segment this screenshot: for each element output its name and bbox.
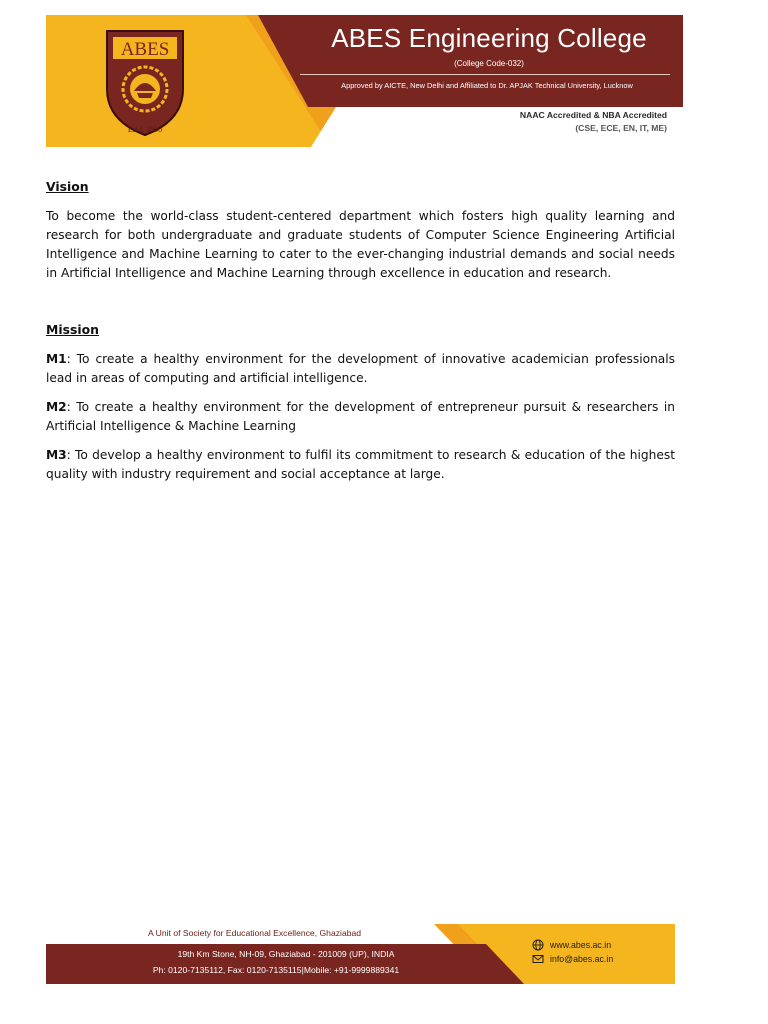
- website-row[interactable]: [532, 938, 611, 952]
- crest-logo-text: ABES: [120, 39, 170, 60]
- established-year: Estd. 2000: [127, 125, 163, 134]
- accredited-branches: (CSE, ECE, EN, IT, ME): [575, 123, 667, 133]
- address-line: 19th Km Stone, NH-09, Ghaziabad - 201009 (UP), INDIA: [177, 949, 395, 959]
- website-link[interactable]: www.abes.ac.in: [550, 940, 612, 950]
- letterhead-header: [46, 15, 683, 147]
- vision-heading: Vision: [46, 179, 89, 194]
- mission-item-label: M1: [46, 352, 67, 366]
- phone-line: Ph: 0120-7135112, Fax: 0120-7135115|Mobile: +91-9999889341: [152, 965, 400, 975]
- mission-heading: Mission: [46, 322, 99, 337]
- mission-item-text: : To develop a healthy environment to fulfil its commitment to research & education of the highest quality with industry requirement and social acceptance at large.: [46, 448, 675, 481]
- letterhead-footer: [46, 912, 675, 984]
- accreditation-line: NAAC Accredited & NBA Accredited: [519, 110, 667, 120]
- mission-item-label: M3: [46, 448, 67, 462]
- college-crest-logo: [104, 29, 186, 139]
- header-divider: [300, 74, 670, 75]
- mission-item-m1: [46, 350, 675, 388]
- society-unit-line: A Unit of Society for Educational Excellence, Ghaziabad: [148, 928, 362, 938]
- vision-text: To become the world-class student-centered department which fosters high quality learning and research for both undergraduate and graduate students of Computer Science Engineering Artificial Intelligence and Machine Learning to cater to the ever-changing industrial demands and social needs in Artificial Intelligence and Machine Learning through excellence in education and research.: [46, 209, 675, 280]
- email-row[interactable]: [532, 952, 613, 966]
- mission-item-label: M2: [46, 400, 67, 414]
- mail-icon: [532, 953, 544, 965]
- mission-item-text: : To create a healthy environment for the development of entrepreneur pursuit & researchers in Artificial Intelligence & Machine Learning: [46, 400, 675, 433]
- approval-statement: Approved by AICTE, New Delhi and Affiliated to Dr. APJAK Technical University, Lucknow: [341, 81, 633, 90]
- globe-icon: [532, 939, 544, 951]
- college-code: (College Code-032): [454, 59, 524, 68]
- mission-item-text: : To create a healthy environment for the development of innovative academician professionals lead in areas of computing and artificial intelligence.: [46, 352, 675, 385]
- mission-item-m2: [46, 398, 675, 436]
- college-name: ABES Engineering College: [331, 23, 647, 53]
- mission-item-m3: [46, 446, 675, 484]
- email-link[interactable]: info@abes.ac.in: [550, 954, 614, 964]
